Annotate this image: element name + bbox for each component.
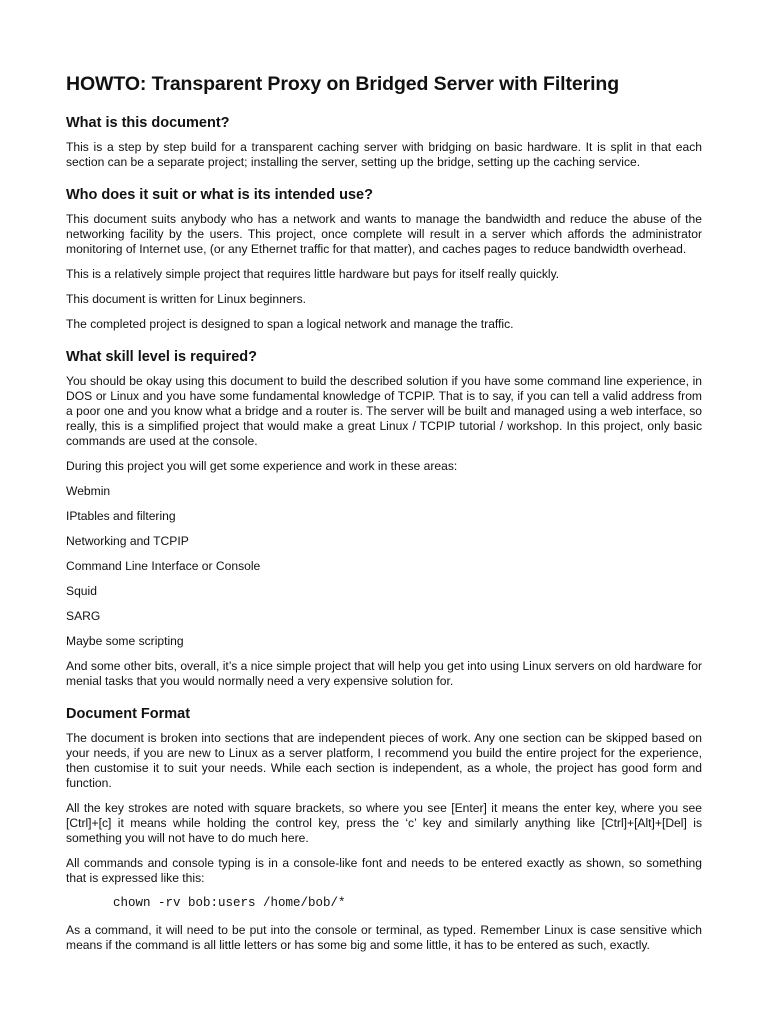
heading-who-does-it-suit: Who does it suit or what is its intended use? <box>66 187 373 203</box>
list-item: Maybe some scripting <box>66 634 184 648</box>
list-item: Webmin <box>66 484 111 498</box>
paragraph: All the key strokes are noted with square brackets, so where you see [Enter] it means the enter key, where you see [Ctrl]+[c] it means while holding the control key, press the ‘c’ key and similarly anything like [Ctrl]+[Alt]+[Del] is something you will not have to do much here. <box>66 801 702 845</box>
paragraph: This document is written for Linux beginners. <box>66 292 306 306</box>
list-item: Squid <box>66 584 97 598</box>
paragraph: The document is broken into sections that are independent pieces of work. Any one section can be skipped based on your needs, if you are new to Linux as a server platform, I recommend you build the entire project for the experience, then customise it to suit your needs. While each section is independent, as a whole, the project has good form and function. <box>66 731 702 790</box>
paragraph: This is a step by step build for a transparent caching server with bridging on basic hardware. It is split in that each section can be a separate project; installing the server, setting up the bridge, setting up the caching service. <box>66 140 702 169</box>
code-example: chown -rv bob:users /home/bob/* <box>113 896 346 910</box>
paragraph: This is a relatively simple project that requires little hardware but pays for itself really quickly. <box>66 267 560 281</box>
paragraph: As a command, it will need to be put into the console or terminal, as typed. Remember Linux is case sensitive which means if the command is all little letters or has some big and some little, it has to be entered as such, exactly. <box>66 923 702 952</box>
list-item: Command Line Interface or Console <box>66 559 261 573</box>
paragraph: This document suits anybody who has a network and wants to manage the bandwidth and reduce the abuse of the networking facility by the users. This project, once complete will result in a server which affords the administrator monitoring of Internet use, (or any Ethernet traffic for that matter), and caches pages to reduce bandwidth overhead. <box>66 212 702 256</box>
paragraph: And some other bits, overall, it’s a nice simple project that will help you get into using Linux servers on old hardware for menial tasks that you would normally need a very expensive solution for. <box>66 659 702 688</box>
heading-document-format: Document Format <box>66 706 191 722</box>
list-item: SARG <box>66 609 101 623</box>
paragraph: All commands and console typing is in a console-like font and needs to be entered exactly as shown, so something that is expressed like this: <box>66 856 702 885</box>
paragraph: During this project you will get some experience and work in these areas: <box>66 459 458 473</box>
heading-what-is-this-document: What is this document? <box>66 115 230 131</box>
document-page <box>66 72 702 963</box>
list-item: Networking and TCPIP <box>66 534 189 548</box>
paragraph: You should be okay using this document to build the described solution if you have some command line experience, in DOS or Linux and you have some fundamental knowledge of TCPIP. That is to say, if you can tell a valid address from a poor one and you know what a bridge and a router is. The server will be built and managed using a web interface, so really, this is a simplified project that would make a great Linux / TCPIP tutorial / workshop. In this project, only basic commands are used at the console. <box>66 374 702 448</box>
document-title: HOWTO: Transparent Proxy on Bridged Server with Filtering <box>66 73 620 95</box>
paragraph: The completed project is designed to span a logical network and manage the traffic. <box>66 317 514 331</box>
heading-skill-level: What skill level is required? <box>66 349 257 365</box>
list-item: IPtables and filtering <box>66 509 176 523</box>
